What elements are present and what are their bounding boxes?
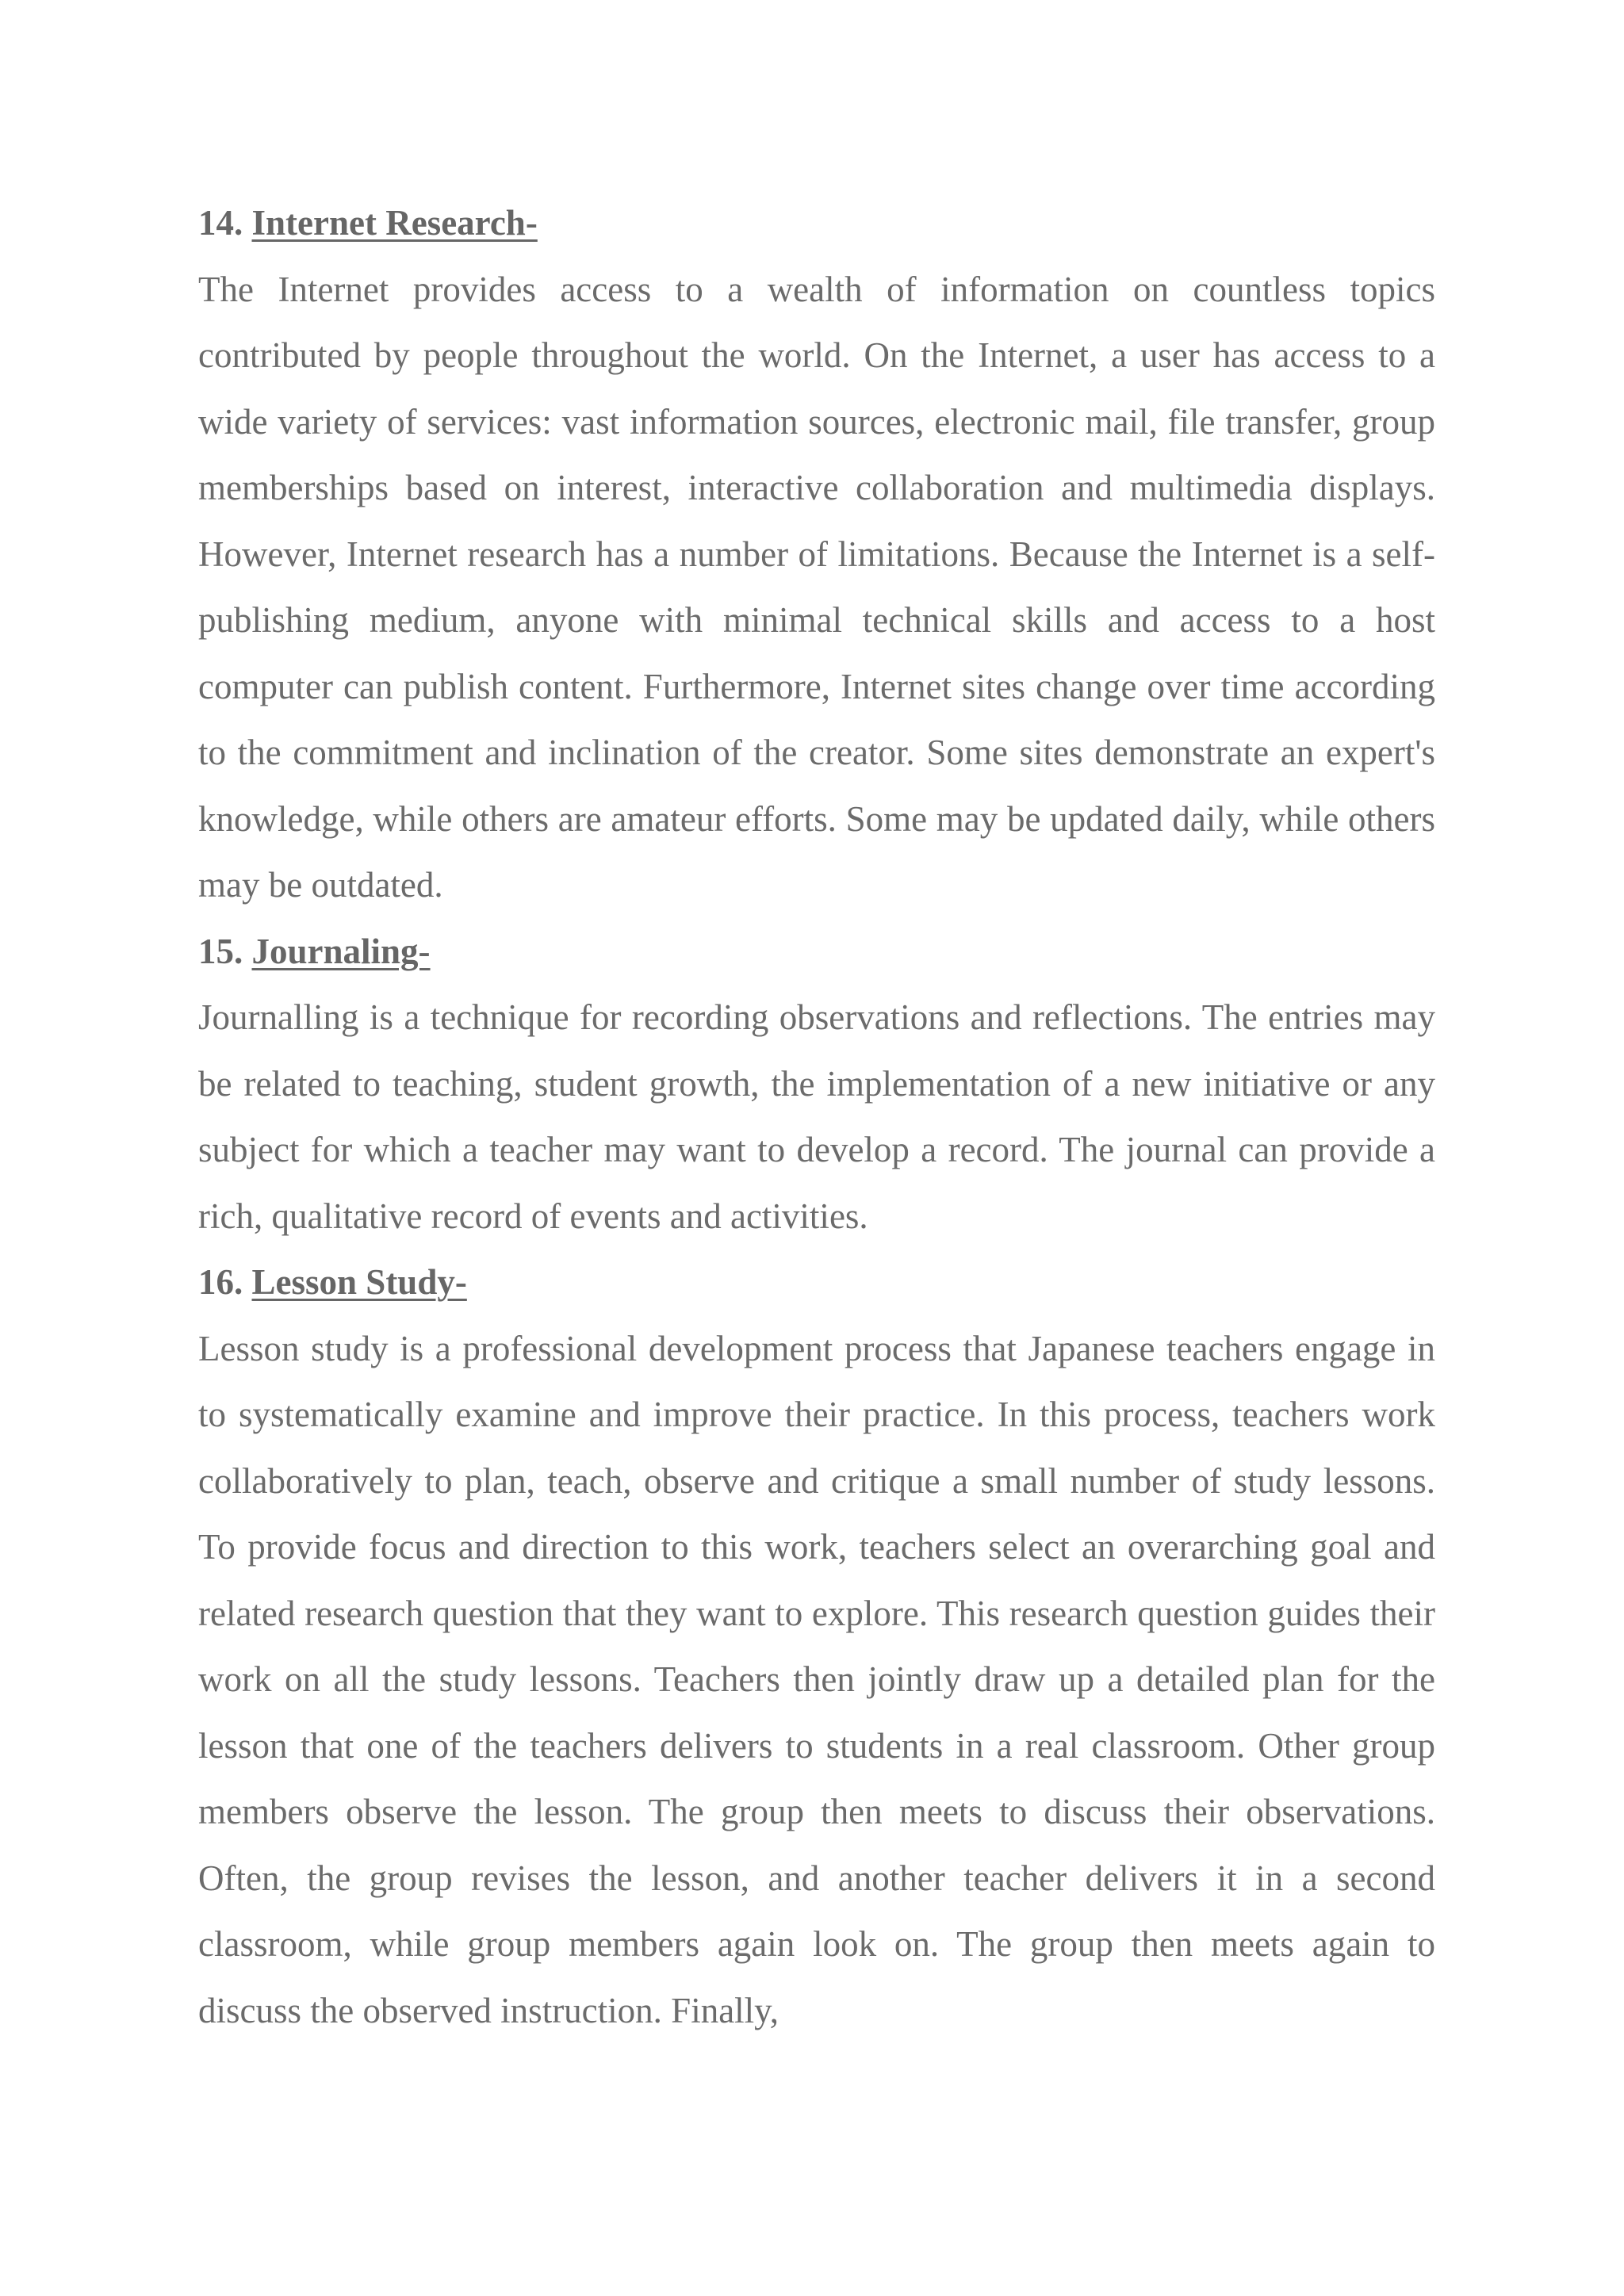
section-number: 16. <box>198 1262 243 1302</box>
section-heading <box>198 1249 1435 1316</box>
section-number: 14. <box>198 203 243 243</box>
section-heading <box>198 190 1435 257</box>
section-body-lesson-study: Lesson study is a professional development process that Japanese teachers engage in to systematically examine and improve their practice. In this process, teachers work collaboratively to plan, teach, observe and critique a small number of study lessons. To provide focus and direction to this work, teachers select an overarching goal and related research question that they want to explore. This research question guides their work on all the study lessons. Teachers then jointly draw up a detailed plan for the lesson that one of the teachers delivers to students in a real classroom. Other group members observe the lesson. The group then meets to discuss their observations. Often, the group revises the lesson, and another teacher delivers it in a second classroom, while group members again look on. The group then meets again to discuss the observed instruction. Finally, <box>198 1328 1435 2030</box>
section-number: 15. <box>198 931 243 971</box>
section-heading <box>198 919 1435 985</box>
document-page <box>198 190 1435 2044</box>
section-title-internet-research: Internet Research- <box>251 203 538 243</box>
section-body-journaling: Journalling is a technique for recording observations and reflections. The entries may be related to teaching, student growth, the implementation of a new initiative or any subject for which a teacher may want to develop a record. The journal can provide a rich, qualitative record of events and activities. <box>198 997 1435 1236</box>
section-title-lesson-study: Lesson Study- <box>251 1262 467 1302</box>
section-body-internet-research: The Internet provides access to a wealth of information on countless topics contributed by people throughout the world. On the Internet, a user has access to a wide variety of services: vast information sources, electronic mail, file transfer, group memberships based on interest, interactive collaboration and multimedia displays. However, Internet research has a number of limitations. Because the Internet is a self-publishing medium, anyone with minimal technical skills and access to a host computer can publish content. Furthermore, Internet sites change over time according to the commitment and inclination of the creator. Some sites demonstrate an expert's knowledge, while others are amateur efforts. Some may be updated daily, while others may be outdated. <box>198 269 1435 905</box>
section-title-journaling: Journaling- <box>251 931 431 971</box>
